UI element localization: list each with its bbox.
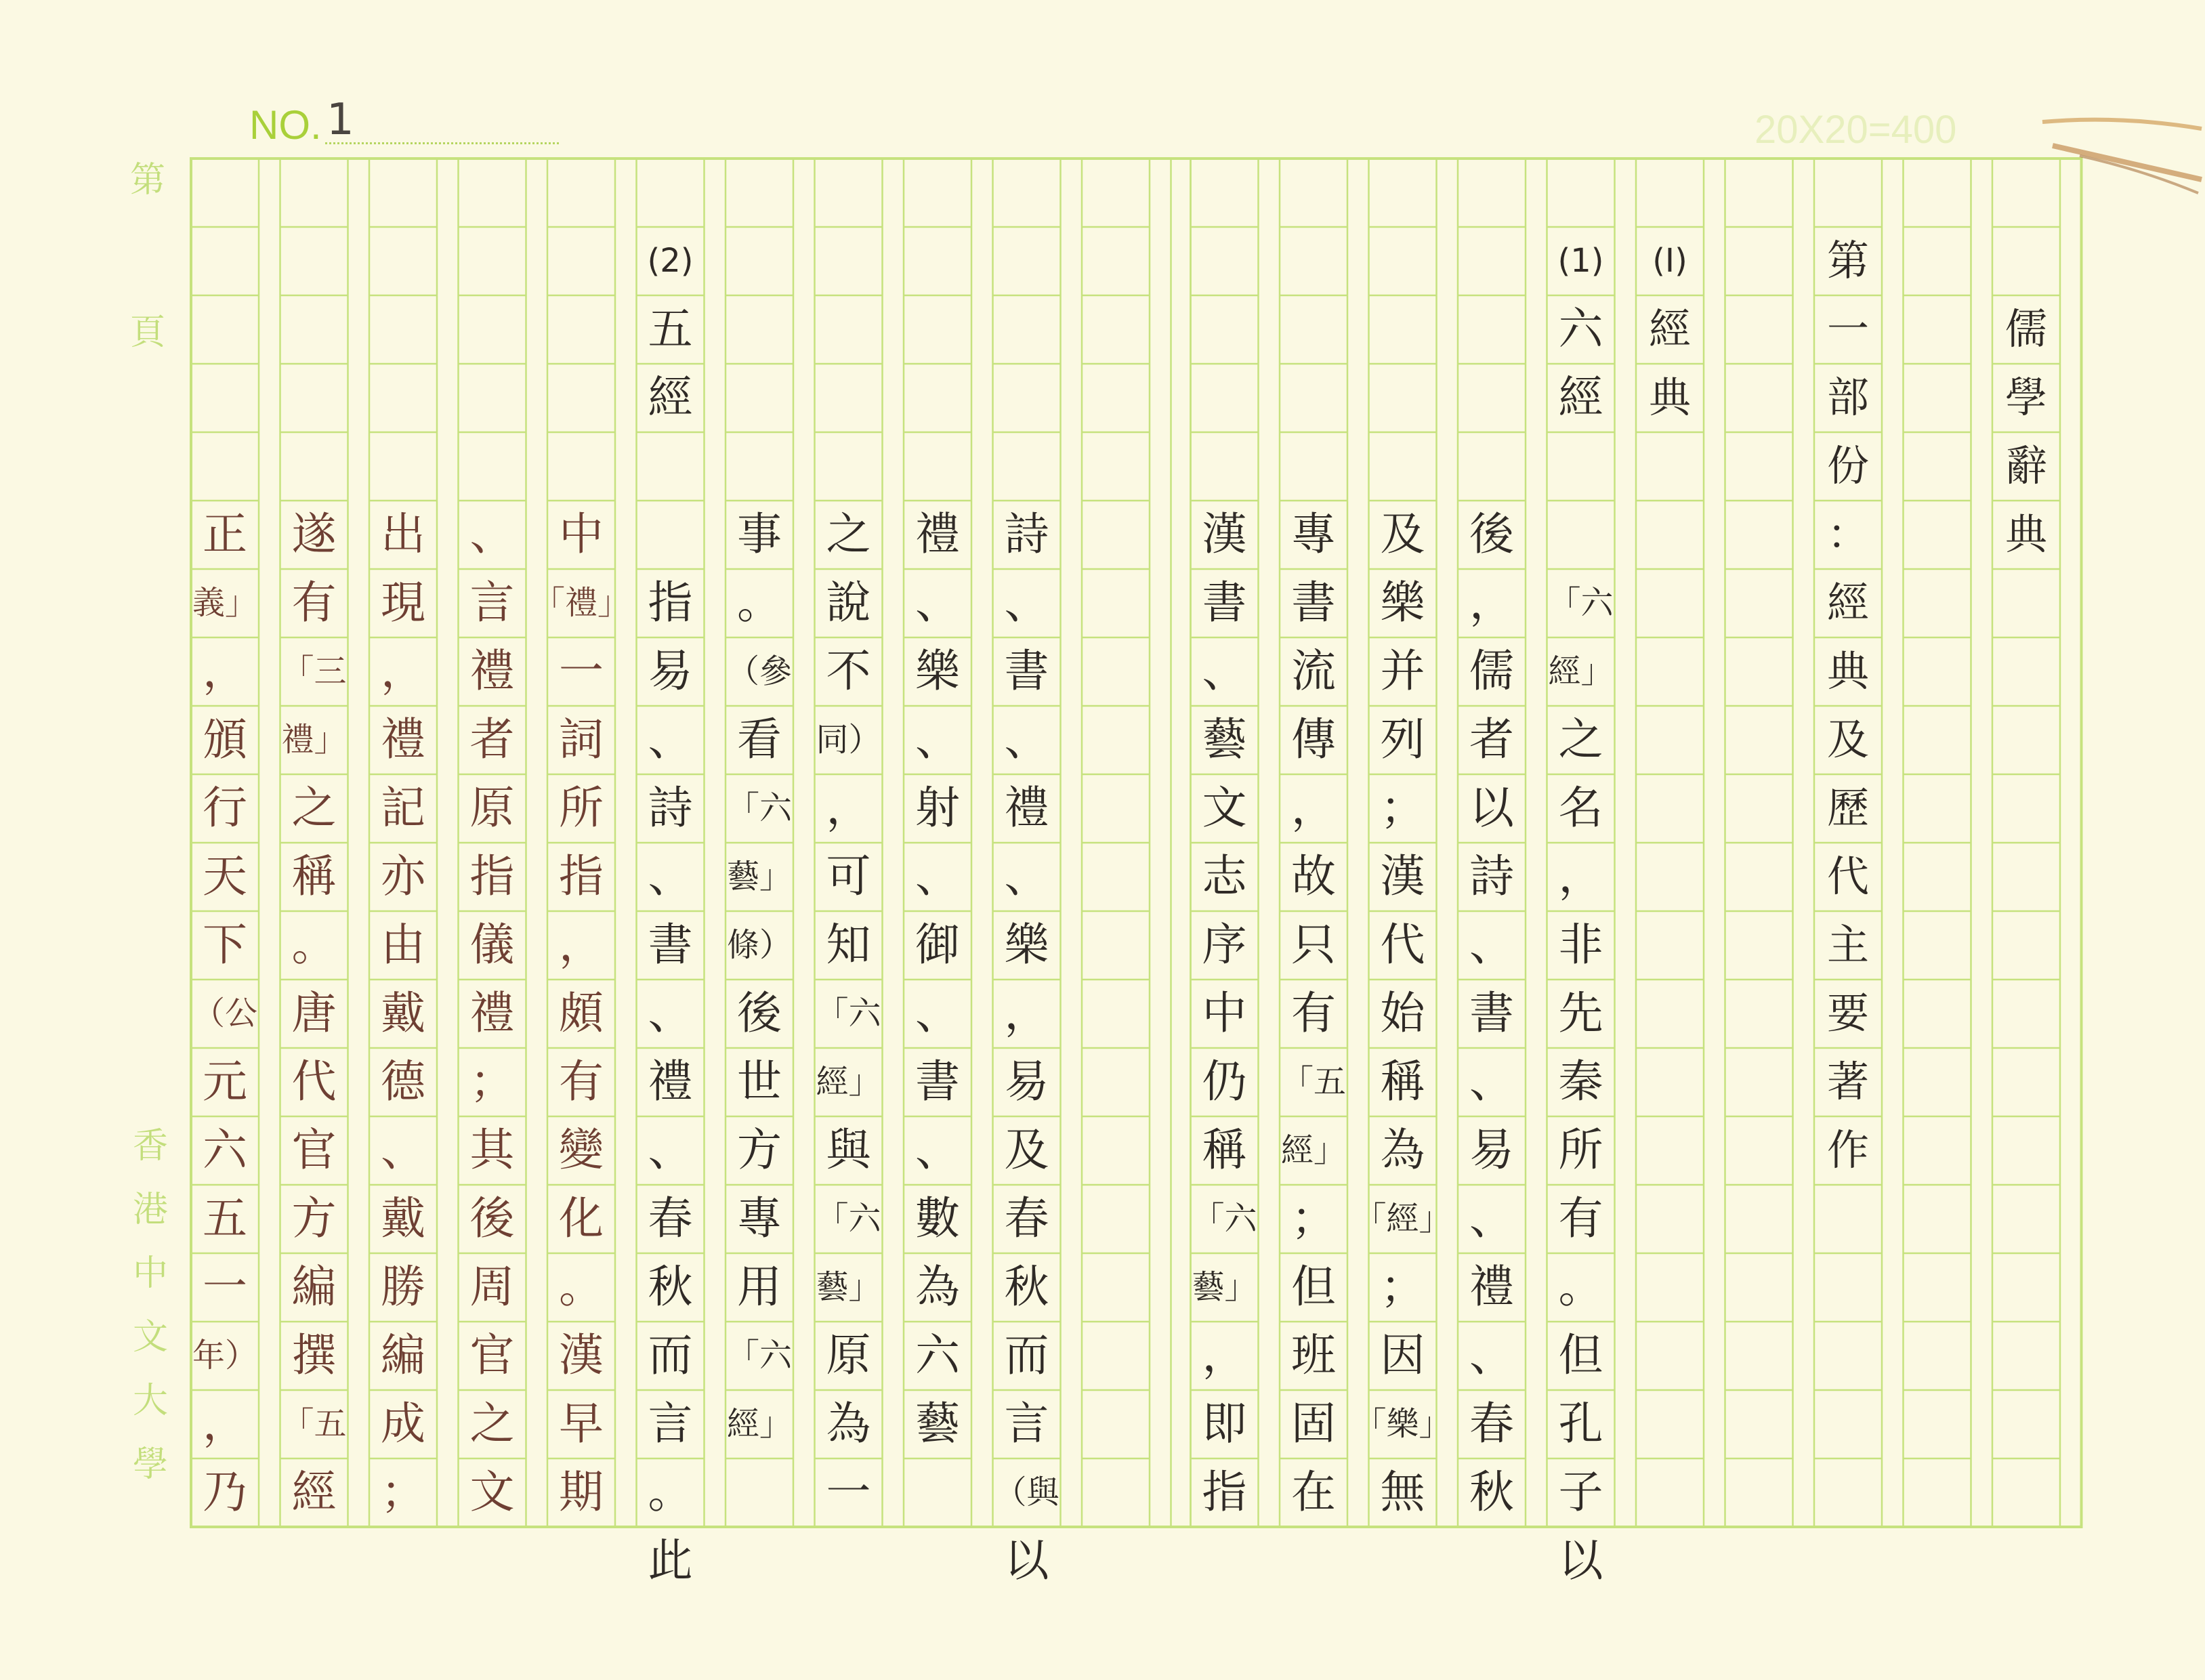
grid-spec: 20X20=400 [1755, 108, 1957, 152]
manuscript-char: 以 [1558, 1534, 1603, 1587]
manuscript-char: 「經」 [1353, 1200, 1452, 1238]
manuscript-char: 、 [915, 987, 960, 1039]
manuscript-char: 春 [1004, 1192, 1049, 1244]
manuscript-char: 「樂」 [1353, 1405, 1452, 1443]
manuscript-char: ； [381, 1466, 425, 1518]
manuscript-char: 事 [737, 508, 782, 560]
manuscript-char: 一 [1826, 304, 1869, 354]
manuscript-char: 世 [737, 1055, 782, 1108]
manuscript-char: 份 [1826, 441, 1869, 490]
manuscript-char: 現 [381, 576, 425, 629]
manuscript-char: 後 [737, 987, 782, 1039]
manuscript-char: 方 [291, 1192, 337, 1244]
manuscript-char: ， [1558, 850, 1603, 902]
manuscript-char: 禮 [381, 713, 425, 765]
manuscript-char: 樂 [1004, 919, 1049, 971]
manuscript-char: 之 [1558, 713, 1603, 765]
manuscript-char: 德 [381, 1055, 425, 1108]
manuscript-char: 、 [1469, 1329, 1514, 1381]
manuscript-char: 先 [1558, 987, 1603, 1039]
manuscript-char: 言 [469, 576, 515, 629]
manuscript-char: 說 [826, 576, 871, 629]
manuscript-char: 為 [915, 1261, 960, 1313]
manuscript-char: 在 [1291, 1466, 1336, 1518]
sheet-number-value: 1 [327, 95, 354, 145]
manuscript-char: 禮 [648, 1055, 693, 1108]
manuscript-char: 易 [1469, 1124, 1514, 1176]
manuscript-char: 主 [1826, 920, 1869, 969]
manuscript-char: 書 [1469, 987, 1514, 1039]
manuscript-char: 勝 [381, 1261, 425, 1313]
manuscript-char: 藝」 [726, 858, 792, 896]
manuscript-char: 有 [559, 1055, 604, 1108]
manuscript-char: 、 [648, 713, 693, 765]
manuscript-char: 所 [1558, 1124, 1603, 1176]
manuscript-char: 固 [1291, 1398, 1336, 1450]
manuscript-char: 「五 [281, 1405, 347, 1443]
manuscript-char: ， [559, 919, 604, 971]
manuscript-char: 此 [648, 1534, 693, 1587]
manuscript-char: 經」 [726, 1405, 792, 1443]
manuscript-char: 原 [469, 782, 515, 834]
page-marker-char: 第 [130, 160, 166, 201]
manuscript-char: 期 [559, 1466, 604, 1518]
manuscript-char: 為 [1380, 1124, 1425, 1176]
manuscript-char: 儀 [469, 919, 515, 971]
manuscript-char: 成 [381, 1398, 425, 1450]
manuscript-char: 、 [915, 850, 960, 902]
manuscript-char: 所 [559, 782, 604, 834]
manuscript-char: 、 [1202, 645, 1247, 697]
manuscript-char: 秋 [1004, 1261, 1049, 1313]
manuscript-char: (I) [1652, 242, 1687, 280]
manuscript-char: 學 [2004, 373, 2047, 422]
manuscript-char: 代 [291, 1055, 337, 1108]
manuscript-char: 要 [1826, 988, 1869, 1038]
manuscript-char: 頒 [203, 713, 247, 765]
manuscript-char: 而 [1004, 1329, 1049, 1381]
manuscript-char: ， [826, 782, 871, 834]
manuscript-char: 數 [915, 1192, 960, 1244]
manuscript-char: 以 [1469, 782, 1514, 834]
manuscript-char: 列 [1380, 713, 1425, 765]
manuscript-char: 禮 [1004, 782, 1049, 834]
manuscript-char: 藝」 [1192, 1268, 1257, 1306]
manuscript-char: 書 [1291, 576, 1336, 629]
manuscript-char: 傳 [1291, 713, 1336, 765]
manuscript-char: ， [1004, 987, 1049, 1039]
manuscript-char: ； [1380, 782, 1425, 834]
manuscript-char: 一 [559, 645, 604, 697]
manuscript-char: 下 [203, 919, 247, 971]
manuscript-char: 春 [648, 1192, 693, 1244]
manuscript-char: 春 [1469, 1398, 1514, 1450]
paper-stain [2039, 115, 2205, 196]
manuscript-char: 詩 [1469, 850, 1514, 902]
manuscript-char: 、 [915, 576, 960, 629]
manuscript-char: 并 [1380, 645, 1425, 697]
manuscript-char: 部 [1826, 373, 1869, 422]
manuscript-char: 、 [1004, 850, 1049, 902]
manuscript-char: 代 [1826, 852, 1869, 901]
manuscript-char: 非 [1558, 919, 1603, 971]
manuscript-char: 因 [1380, 1329, 1425, 1381]
manuscript-char: 之 [826, 508, 871, 560]
manuscript-char: 「六 [1548, 584, 1614, 622]
sheet-number-label: NO. [249, 102, 322, 148]
manuscript-char: 其 [469, 1124, 515, 1176]
manuscript-char: 一 [826, 1466, 871, 1518]
manuscript-char: 指 [469, 850, 515, 902]
manuscript-char: 者 [1469, 713, 1514, 765]
manuscript-char: 六 [1558, 303, 1603, 355]
manuscript-char: 指 [559, 850, 604, 902]
manuscript-char: 條） [726, 926, 792, 964]
manuscript-char: 子 [1558, 1466, 1603, 1518]
manuscript-char: 遂 [291, 508, 337, 560]
manuscript-char: 、 [1004, 713, 1049, 765]
manuscript-char: 原 [826, 1329, 871, 1381]
manuscript-char: 周 [469, 1261, 515, 1313]
manuscript-char: 出 [381, 508, 425, 560]
manuscript-char: 以 [1004, 1534, 1049, 1587]
manuscript-char: 典 [2004, 509, 2047, 559]
manuscript-char: ； [469, 1055, 515, 1108]
manuscript-char: 不 [826, 645, 871, 697]
manuscript-char: 書 [915, 1055, 960, 1108]
manuscript-char: 為 [826, 1398, 871, 1450]
manuscript-char: 專 [1291, 508, 1336, 560]
manuscript-char: 可 [826, 850, 871, 902]
sheet-number-underline [325, 142, 559, 144]
manuscript-char: 文 [469, 1466, 515, 1518]
manuscript-char: ， [1291, 782, 1336, 834]
manuscript-char: 變 [559, 1124, 604, 1176]
manuscript-char: 禮 [469, 987, 515, 1039]
manuscript-char: (1) [1557, 242, 1604, 280]
manuscript-char: 五 [648, 303, 693, 355]
manuscript-char: 名 [1558, 782, 1603, 834]
manuscript-char: （公 [192, 994, 257, 1032]
manuscript-char: 經」 [816, 1063, 881, 1101]
manuscript-char: 禮 [915, 508, 960, 560]
manuscript-char: 稱 [1202, 1124, 1247, 1176]
manuscript-char: 即 [1202, 1398, 1247, 1450]
manuscript-char: 官 [291, 1124, 337, 1176]
manuscript-char: 言 [648, 1398, 693, 1450]
manuscript-char: 中 [1202, 987, 1247, 1039]
manuscript-char: 無 [1380, 1466, 1425, 1518]
publisher-char: 大 [133, 1381, 169, 1421]
manuscript-char: 第 [1826, 236, 1869, 285]
manuscript-char: 書 [1004, 645, 1049, 697]
manuscript-char: 代 [1380, 919, 1425, 971]
manuscript-char: 、 [381, 1124, 425, 1176]
manuscript-char: 。 [737, 576, 782, 629]
manuscript-char: 。 [1558, 1261, 1603, 1313]
manuscript-char: 六 [915, 1329, 960, 1381]
manuscript-char: 有 [1558, 1192, 1603, 1244]
manuscript-char: ， [203, 645, 247, 697]
manuscript-char: 乃 [203, 1466, 247, 1518]
manuscript-char: 經」 [1280, 1131, 1346, 1169]
manuscript-char: ， [1202, 1329, 1247, 1381]
manuscript-char: 官 [469, 1329, 515, 1381]
manuscript-char: 編 [381, 1329, 425, 1381]
manuscript-char: 經 [1826, 578, 1869, 627]
manuscript-char: 「六 [726, 789, 792, 827]
manuscript-char: 編 [291, 1261, 337, 1313]
publisher-char: 文 [133, 1317, 169, 1358]
manuscript-char: ， [1469, 576, 1514, 629]
manuscript-char: 、 [648, 1124, 693, 1176]
manuscript-char: 正 [203, 508, 247, 560]
manuscript-char: 經 [1558, 371, 1603, 423]
manuscript-char: 由 [381, 919, 425, 971]
manuscript-char: 行 [203, 782, 247, 834]
manuscript-char: 經 [648, 371, 693, 423]
manuscript-char: 著 [1826, 1057, 1869, 1106]
manuscript-char: 始 [1380, 987, 1425, 1039]
manuscript-char: 戴 [381, 987, 425, 1039]
manuscript-char: 方 [737, 1124, 782, 1176]
manuscript-char: 只 [1291, 919, 1336, 971]
manuscript-char: 看 [737, 713, 782, 765]
manuscript-char: 知 [826, 919, 871, 971]
manuscript-char: 。 [291, 919, 337, 971]
manuscript-char: 而 [648, 1329, 693, 1381]
manuscript-char: 頗 [559, 987, 604, 1039]
manuscript-char: 、 [915, 713, 960, 765]
manuscript-char: 「五 [1280, 1063, 1346, 1101]
manuscript-char: 同） [816, 721, 881, 759]
manuscript-char: 藝 [915, 1398, 960, 1450]
manuscript-char: ； [1291, 1192, 1336, 1244]
manuscript-char: 仍 [1202, 1055, 1247, 1108]
manuscript-char: 詩 [648, 782, 693, 834]
manuscript-char: 「禮」 [532, 584, 631, 622]
manuscript-char: 志 [1202, 850, 1247, 902]
manuscript-char: 典 [1826, 646, 1869, 696]
manuscript-char: 後 [1469, 508, 1514, 560]
manuscript-char: 、 [1469, 1055, 1514, 1108]
manuscript-char: 撰 [291, 1329, 337, 1381]
manuscript-char: ， [381, 645, 425, 697]
manuscript-char: 五 [203, 1192, 247, 1244]
manuscript-char: 文 [1202, 782, 1247, 834]
manuscript-char: 秋 [648, 1261, 693, 1313]
manuscript-char: 歷 [1826, 783, 1869, 833]
manuscript-char: 「六 [816, 994, 881, 1032]
manuscript-char: 稱 [1380, 1055, 1425, 1108]
manuscript-char: 稱 [291, 850, 337, 902]
manuscript-char: 詩 [1004, 508, 1049, 560]
publisher-char: 學 [133, 1444, 169, 1485]
manuscript-char: 之 [469, 1398, 515, 1450]
manuscript-char: 記 [381, 782, 425, 834]
manuscript-char: 有 [291, 576, 337, 629]
manuscript-char: 禮」 [281, 721, 347, 759]
manuscript-char: 書 [648, 919, 693, 971]
manuscript-char: 義」 [192, 584, 257, 622]
manuscript-char: 序 [1202, 919, 1247, 971]
manuscript-char: 班 [1291, 1329, 1336, 1381]
manuscript-char: 經 [1648, 304, 1691, 354]
manuscript-char: 御 [915, 919, 960, 971]
manuscript-char: ： [1826, 509, 1869, 559]
manuscript-char: 指 [1202, 1466, 1247, 1518]
manuscript-char: 作 [1826, 1125, 1869, 1175]
manuscript-char: 六 [203, 1124, 247, 1176]
manuscript-char: 戴 [381, 1192, 425, 1244]
manuscript-char: 漢 [1380, 850, 1425, 902]
manuscript-char: 指 [648, 576, 693, 629]
publisher-char: 中 [133, 1253, 169, 1294]
manuscript-char: 故 [1291, 850, 1336, 902]
manuscript-char: 典 [1648, 373, 1691, 422]
manuscript-char: 樂 [915, 645, 960, 697]
manuscript-char: 易 [648, 645, 693, 697]
manuscript-char: 天 [203, 850, 247, 902]
manuscript-char: 中 [559, 508, 604, 560]
manuscript-char: 秦 [1558, 1055, 1603, 1108]
manuscript-char: (2) [647, 242, 694, 280]
manuscript-char: 化 [559, 1192, 604, 1244]
manuscript-char: 「六 [816, 1200, 881, 1238]
manuscript-char: 亦 [381, 850, 425, 902]
manuscript-char: 後 [469, 1192, 515, 1244]
manuscript-char: 禮 [1469, 1261, 1514, 1313]
manuscript-char: 及 [1826, 715, 1869, 764]
manuscript-char: 「三 [281, 652, 347, 690]
publisher-char: 香 [133, 1126, 169, 1167]
manuscript-char: 、 [648, 850, 693, 902]
manuscript-char: 言 [1004, 1398, 1049, 1450]
manuscript-char: 但 [1558, 1329, 1603, 1381]
manuscript-char: 、 [648, 987, 693, 1039]
manuscript-char: 經」 [1548, 652, 1614, 690]
manuscript-char: 與 [826, 1124, 871, 1176]
manuscript-char: 專 [737, 1192, 782, 1244]
manuscript-char: 、 [1469, 919, 1514, 971]
manuscript-char: 及 [1380, 508, 1425, 560]
manuscript-char: （與 [994, 1473, 1059, 1511]
manuscript-char: 一 [203, 1261, 247, 1313]
manuscript-char: ， [203, 1398, 247, 1450]
manuscript-char: 樂 [1380, 576, 1425, 629]
manuscript-char: 早 [559, 1398, 604, 1450]
manuscript-char: 但 [1291, 1261, 1336, 1313]
manuscript-char: 年） [192, 1337, 257, 1374]
manuscript-char: 元 [203, 1055, 247, 1108]
manuscript-char: ； [1380, 1261, 1425, 1313]
manuscript-char: 。 [559, 1261, 604, 1313]
publisher-char: 港 [133, 1190, 169, 1230]
manuscript-char: 。 [648, 1466, 693, 1518]
manuscript-char: 及 [1004, 1124, 1049, 1176]
manuscript-char: 書 [1202, 576, 1247, 629]
manuscript-char: 、 [915, 1124, 960, 1176]
manuscript-char: 漢 [1202, 508, 1247, 560]
page-marker-char: 頁 [130, 312, 166, 353]
manuscript-char: 唐 [291, 987, 337, 1039]
manuscript-char: 詞 [559, 713, 604, 765]
manuscript-char: 藝 [1202, 713, 1247, 765]
manuscript-char: 禮 [469, 645, 515, 697]
manuscript-char: 之 [291, 782, 337, 834]
manuscript-char: 射 [915, 782, 960, 834]
manuscript-char: 藝」 [816, 1268, 881, 1306]
manuscript-char: 用 [737, 1261, 782, 1313]
manuscript-char: 秋 [1469, 1466, 1514, 1518]
manuscript-char: 、 [1469, 1192, 1514, 1244]
manuscript-char: 易 [1004, 1055, 1049, 1108]
manuscript-char: 有 [1291, 987, 1336, 1039]
manuscript-char: 「六 [726, 1337, 792, 1374]
manuscript-char: 儒 [2004, 304, 2047, 354]
manuscript-char: 辭 [2004, 441, 2047, 490]
manuscript-char: 、 [469, 508, 515, 560]
manuscript-char: 孔 [1558, 1398, 1603, 1450]
manuscript-char: 流 [1291, 645, 1336, 697]
manuscript-char: （參 [726, 652, 792, 690]
manuscript-char: 經 [291, 1466, 337, 1518]
manuscript-char: 、 [1004, 576, 1049, 629]
manuscript-char: 漢 [559, 1329, 604, 1381]
manuscript-char: 者 [469, 713, 515, 765]
manuscript-char: 「六 [1192, 1200, 1257, 1238]
manuscript-char: 儒 [1469, 645, 1514, 697]
